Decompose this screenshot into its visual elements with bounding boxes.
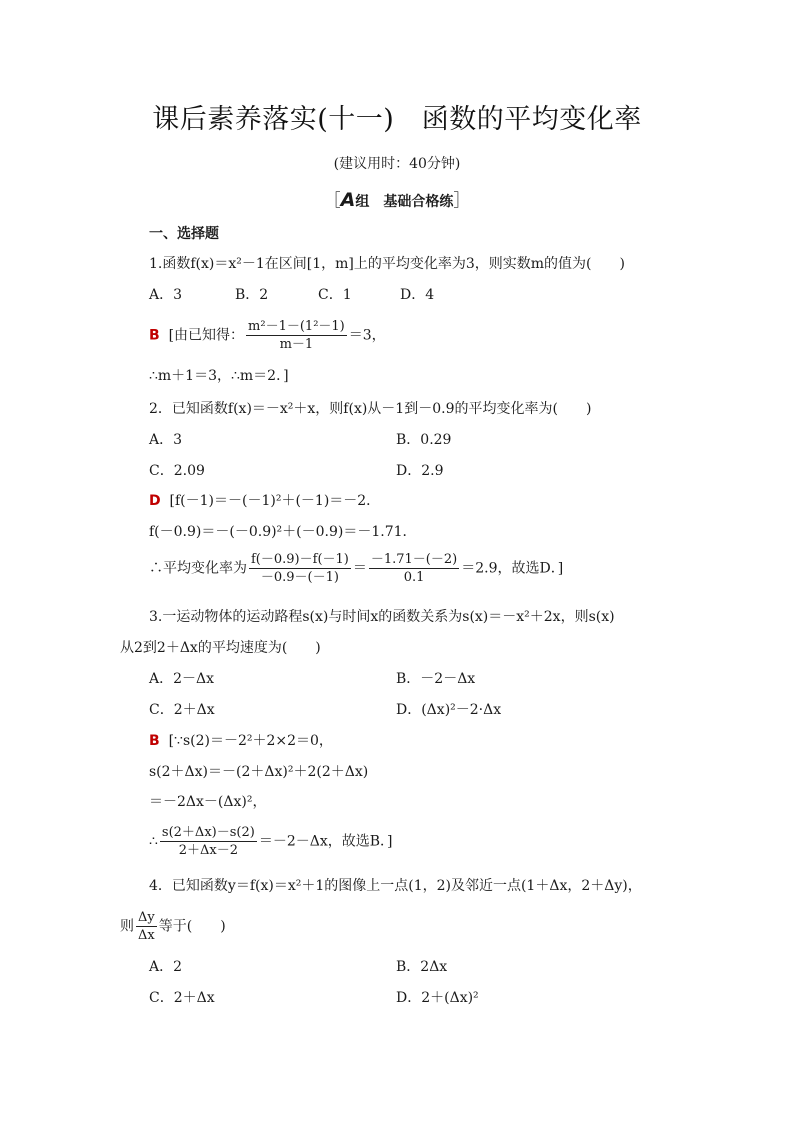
q2-option-b: B．0.29 <box>396 432 452 448</box>
q2-solution-line2: f(－0.9)＝－(－0.9)²＋(－0.9)＝－1.71． <box>149 524 417 540</box>
q3-option-c: C．2＋Δx <box>149 702 215 718</box>
q2-sol3-prefix: ∴平均变化率为 <box>149 560 247 577</box>
q3-frac-den: 2＋Δx－2 <box>178 843 238 858</box>
q4-frac-den: Δx <box>138 928 155 943</box>
q2-option-c: C．2.09 <box>149 463 205 479</box>
q4-fraction <box>136 909 157 944</box>
q4-option-d: D．2＋(Δx)² <box>396 990 479 1006</box>
q4-stem-line1: 4．已知函数y＝f(x)＝x²＋1的图像上一点(1，2)及邻近一点(1＋Δx，2＋Δy)， <box>149 878 642 894</box>
group-bracket-close: ］ <box>453 191 471 211</box>
q1-solution-line1 <box>149 318 386 353</box>
q2-option-d: D．2.9 <box>396 463 444 479</box>
q4-frac-num: Δy <box>138 910 155 925</box>
q2-option-a: A．3 <box>149 432 183 448</box>
q1-sol-prefix: [由已知得： <box>168 327 245 344</box>
q4-stem-line2 <box>120 909 226 944</box>
q3-option-a: A．2－Δx <box>149 671 215 687</box>
q3-solution-line4 <box>149 824 393 859</box>
q1-answer: B <box>149 327 160 344</box>
group-bracket-open: ［ <box>323 191 341 211</box>
page-title: 课后素养落实(十一) 函数的平均变化率 <box>152 104 642 135</box>
q2-sol-line1: [f(－1)＝－(－1)²＋(－1)＝－2． <box>169 493 381 509</box>
q2-solution-line1 <box>149 491 380 511</box>
q2-answer: D <box>149 493 161 509</box>
q1-frac-num: m²－1－(1²－1) <box>248 319 345 334</box>
q2-sol3-eq: ＝ <box>352 560 367 577</box>
q1-option-b: B．2 <box>235 287 269 303</box>
q3-solution-line2: s(2＋Δx)＝－(2＋Δx)²＋2(2＋Δx) <box>149 764 369 780</box>
group-letter: A <box>340 189 356 211</box>
q4-stem2-suffix: 等于( ) <box>158 918 226 935</box>
q4-stem2-prefix: 则 <box>120 918 134 935</box>
q1-fraction <box>246 318 347 353</box>
group-text: 组 基础合格练 <box>355 194 454 210</box>
q3-frac-num: s(2＋Δx)－s(2) <box>161 825 255 840</box>
q1-option-a: A．3 <box>149 287 183 303</box>
q3-sol4-suffix: ＝－2－Δx，故选B．] <box>258 833 393 850</box>
q4-option-c: C．2＋Δx <box>149 990 215 1006</box>
q3-option-d: D．(Δx)²－2·Δx <box>396 702 502 718</box>
q2-frac2-num: －1.71－(－2) <box>370 552 458 567</box>
q4-option-a: A．2 <box>149 959 183 975</box>
q1-solution-line2: ∴m＋1＝3，∴m＝2．] <box>149 368 289 384</box>
q3-sol-line1: [∵s(2)＝－2²＋2×2＝0， <box>168 733 333 749</box>
q2-solution-line3 <box>149 551 563 586</box>
q3-solution-line3: ＝－2Δx－(Δx)²， <box>149 794 267 810</box>
q1-option-d: D．4 <box>400 287 435 303</box>
q2-sol3-suffix: ＝2.9，故选D．] <box>461 560 564 577</box>
q2-fraction-2 <box>369 551 459 586</box>
q3-answer: B <box>149 733 160 749</box>
section-heading: 一、选择题 <box>149 226 219 242</box>
q2-stem: 2．已知函数f(x)＝－x²＋x，则f(x)从－1到－0.9的平均变化率为( ) <box>149 401 592 417</box>
suggested-time: (建议用时：40分钟) <box>333 156 461 172</box>
q1-option-c: C．1 <box>318 287 352 303</box>
q3-solution-line1 <box>149 731 333 751</box>
q3-sol4-prefix: ∴ <box>149 833 158 850</box>
q3-stem-line2: 从2到2＋Δx的平均速度为( ) <box>120 640 321 656</box>
q4-option-b: B．2Δx <box>396 959 448 975</box>
q2-frac1-den: －0.9－(－1) <box>260 570 339 585</box>
q1-frac-den: m－1 <box>279 337 314 352</box>
q3-option-b: B．－2－Δx <box>396 671 476 687</box>
q1-sol-suffix: ＝3， <box>348 327 386 344</box>
q3-fraction <box>160 824 257 859</box>
group-heading <box>0 186 794 211</box>
q2-fraction-1 <box>249 551 351 586</box>
q2-frac2-den: 0.1 <box>403 570 425 585</box>
q2-frac1-num: f(－0.9)－f(－1) <box>251 552 349 567</box>
q1-stem: 1.函数f(x)＝x²－1在区间[1，m]上的平均变化率为3，则实数m的值为( ) <box>149 256 625 272</box>
q3-stem-line1: 3.一运动物体的运动路程s(x)与时间x的函数关系为s(x)＝－x²＋2x，则s(x) <box>149 609 615 625</box>
